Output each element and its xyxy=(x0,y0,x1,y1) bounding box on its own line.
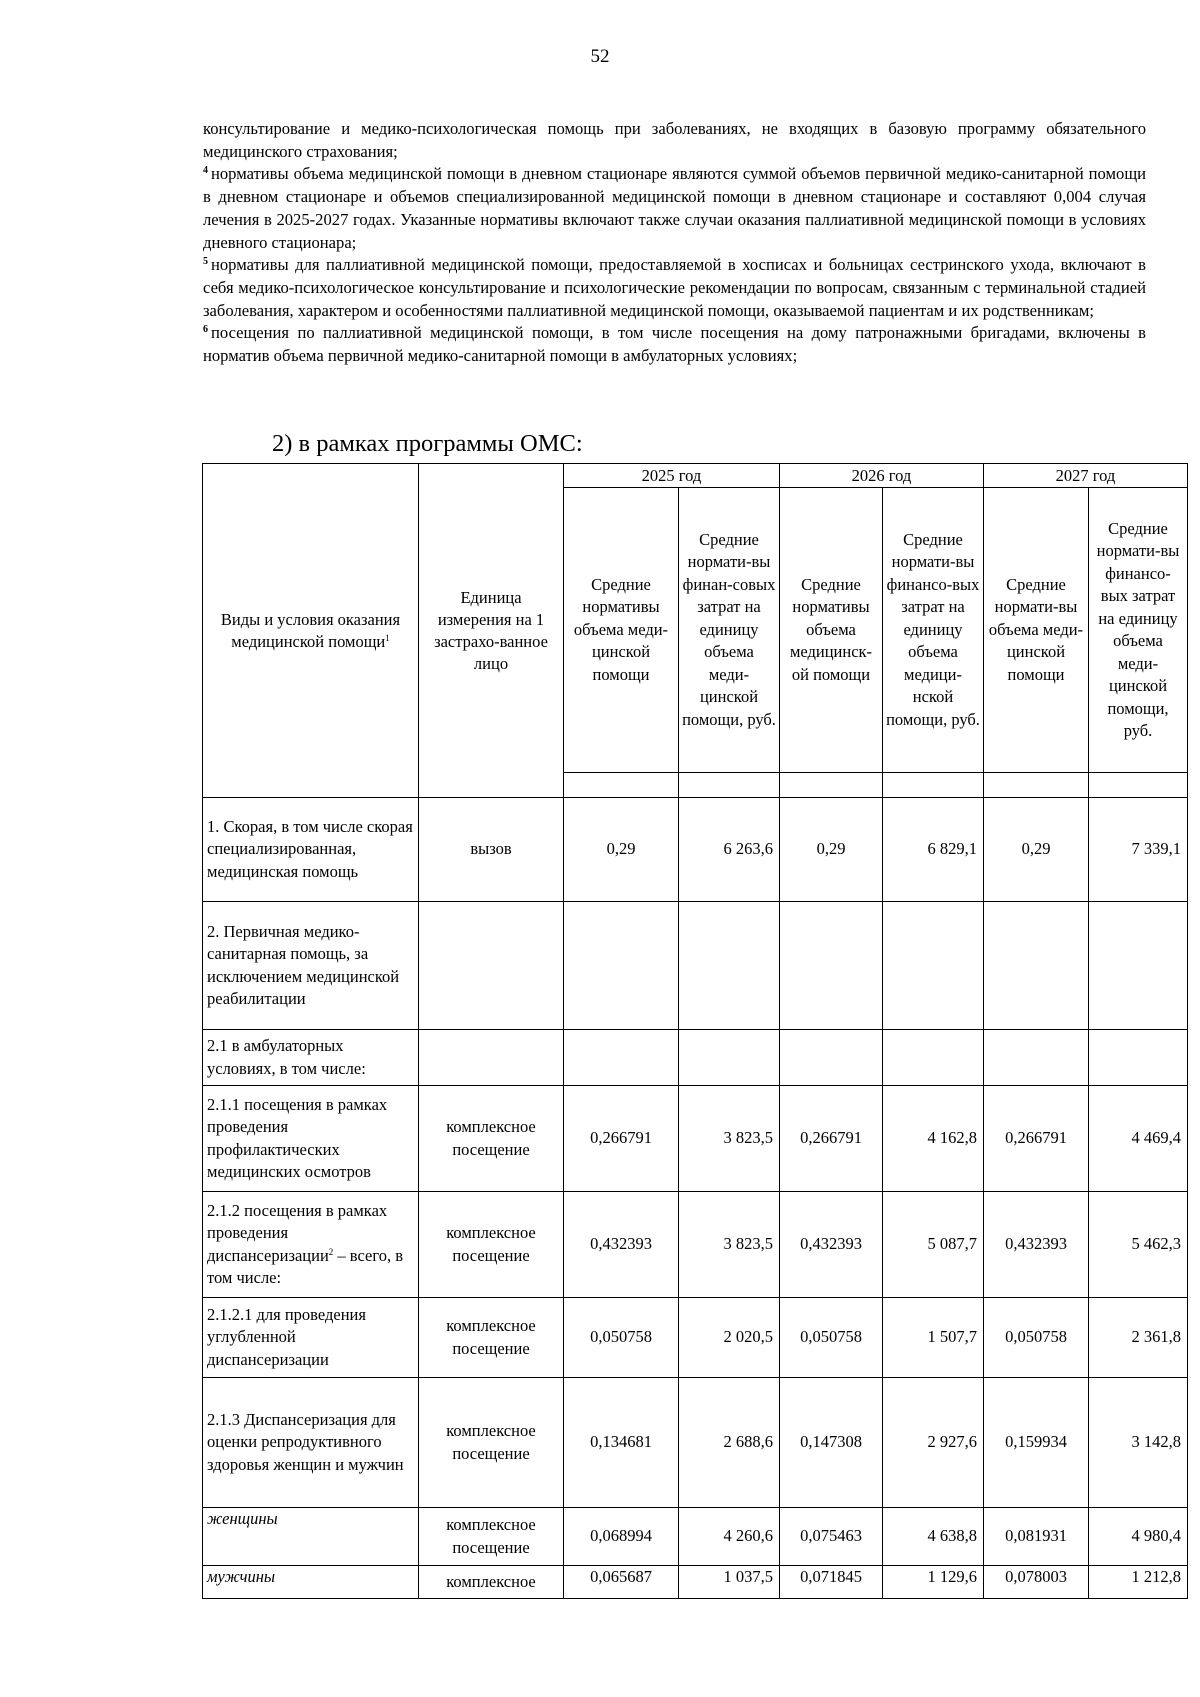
row-finance-2025: 2 020,5 xyxy=(679,1298,780,1378)
row-finance-2027: 4 980,4 xyxy=(1089,1508,1188,1566)
row-unit xyxy=(419,1030,564,1086)
header-kind-of-care: Виды и условия оказания медицинской помощи$^1$ xyxy=(203,464,419,798)
row-finance-2027 xyxy=(1089,1030,1188,1086)
row-finance-2027: 4 469,4 xyxy=(1089,1086,1188,1192)
row-volume-2027: 0,159934 xyxy=(984,1378,1089,1508)
row-label: 2.1 в амбулаторных условиях, в том числе: xyxy=(203,1030,419,1086)
header-finance-2025: Средние нормати-вы финан-совых затрат на единицу объема меди-цинской помощи, руб. xyxy=(679,488,780,773)
row-finance-2026: 2 927,6 xyxy=(883,1378,984,1508)
row-finance-2027: 5 462,3 xyxy=(1089,1192,1188,1298)
table-header-years xyxy=(203,464,1188,488)
row-volume-2027: 0,29 xyxy=(984,798,1089,902)
table-row xyxy=(203,1378,1188,1508)
row-volume-2027 xyxy=(984,1030,1089,1086)
row-finance-2025: 3 823,5 xyxy=(679,1192,780,1298)
table-row xyxy=(203,1192,1188,1298)
row-finance-2026: 1 129,6 xyxy=(883,1566,984,1599)
footnotes-block xyxy=(203,118,1146,368)
row-label: 2.1.3 Диспансеризация для оценки репродуктивного здоровья женщин и мужчин xyxy=(203,1378,419,1508)
row-finance-2025: 6 263,6 xyxy=(679,798,780,902)
row-finance-2026: 1 507,7 xyxy=(883,1298,984,1378)
row-volume-2025 xyxy=(564,1030,679,1086)
table-row xyxy=(203,1030,1188,1086)
row-volume-2025: 0,050758 xyxy=(564,1298,679,1378)
row-finance-2026: 5 087,7 xyxy=(883,1192,984,1298)
row-finance-2027: 2 361,8 xyxy=(1089,1298,1188,1378)
row-unit: комплексное посещение xyxy=(419,1508,564,1566)
header-finance-2027: Средние нормати-вы финансо-вых затрат на единицу объема меди-цинской помощи, руб. xyxy=(1089,488,1188,773)
row-label: 2.1.2 посещения в рамках проведения диспансеризации$^2$ – всего, в том числе: xyxy=(203,1192,419,1298)
row-finance-2025: 1 037,5 xyxy=(679,1566,780,1599)
header-finance-2026: Средние нормати-вы финансо-вых затрат на единицу объема медици-нской помощи, руб. xyxy=(883,488,984,773)
table-row xyxy=(203,798,1188,902)
header-unit: Единица измерения на 1 застрахо-ванное лицо xyxy=(419,464,564,798)
row-volume-2027: 0,081931 xyxy=(984,1508,1089,1566)
row-finance-2025: 4 260,6 xyxy=(679,1508,780,1566)
row-volume-2026: 0,050758 xyxy=(780,1298,883,1378)
row-finance-2026 xyxy=(883,902,984,1030)
row-finance-2025 xyxy=(679,1030,780,1086)
row-finance-2025: 3 823,5 xyxy=(679,1086,780,1192)
table-row xyxy=(203,1508,1188,1566)
row-volume-2027: 0,266791 xyxy=(984,1086,1089,1192)
row-label: женщины xyxy=(203,1508,419,1566)
row-volume-2025: 0,29 xyxy=(564,798,679,902)
page-number: 52 xyxy=(590,46,610,67)
row-volume-2026: 0,071845 xyxy=(780,1566,883,1599)
row-label: 2.1.2.1 для проведения углубленной диспансеризации xyxy=(203,1298,419,1378)
header-kind-footnote-mark: 1 xyxy=(385,632,390,643)
table-row xyxy=(203,1566,1188,1599)
footnote-3-tail: консультирование и медико-психологическая помощь при заболеваниях, не входящих в базовую программу обязательного медицинского страхования; xyxy=(203,119,1146,161)
footnote-5 xyxy=(203,254,1146,322)
row-volume-2025: 0,266791 xyxy=(564,1086,679,1192)
row-volume-2026: 0,29 xyxy=(780,798,883,902)
row-finance-2027: 3 142,8 xyxy=(1089,1378,1188,1508)
footnote-6-mark: 6 xyxy=(203,324,208,336)
row-volume-2026: 0,432393 xyxy=(780,1192,883,1298)
oms-norms-table xyxy=(202,463,1188,1599)
table-row xyxy=(203,1086,1188,1192)
row-finance-2027: 1 212,8 xyxy=(1089,1566,1188,1599)
header-volume-2025: Средние нормативы объема меди-цинской помощи xyxy=(564,488,679,773)
row-finance-2026: 4 162,8 xyxy=(883,1086,984,1192)
row-unit xyxy=(419,902,564,1030)
row-volume-2025: 0,432393 xyxy=(564,1192,679,1298)
row-volume-2027 xyxy=(984,902,1089,1030)
row-volume-2027: 0,432393 xyxy=(984,1192,1089,1298)
row-unit: комплексное посещение xyxy=(419,1192,564,1298)
footnote-4 xyxy=(203,163,1146,254)
row-volume-2027: 0,050758 xyxy=(984,1298,1089,1378)
header-year-2027: 2027 год xyxy=(984,464,1188,488)
footnote-6-text: посещения по паллиативной медицинской помощи, в том числе посещения на дому патронажными бригадами, включены в норматив объема первичной медико-санитарной помощи в амбулаторных условиях; xyxy=(203,323,1146,366)
footnote-4-mark: 4 xyxy=(203,165,208,177)
header-volume-2027: Средние нормати-вы объема меди-цинской помощи xyxy=(984,488,1089,773)
row-footnote-mark: 2 xyxy=(328,1246,334,1257)
row-volume-2026: 0,266791 xyxy=(780,1086,883,1192)
row-volume-2026 xyxy=(780,902,883,1030)
row-volume-2025 xyxy=(564,902,679,1030)
row-unit: комплексное посещение xyxy=(419,1378,564,1508)
row-label: 1. Скорая, в том числе скорая специализированная, медицинская помощь xyxy=(203,798,419,902)
row-finance-2026: 4 638,8 xyxy=(883,1508,984,1566)
row-volume-2025: 0,134681 xyxy=(564,1378,679,1508)
table-row xyxy=(203,902,1188,1030)
row-finance-2027: 7 339,1 xyxy=(1089,798,1188,902)
row-volume-2025: 0,065687 xyxy=(564,1566,679,1599)
row-finance-2027 xyxy=(1089,902,1188,1030)
table-row xyxy=(203,1298,1188,1378)
row-unit: комплексное посещение xyxy=(419,1298,564,1378)
row-unit: комплексное xyxy=(419,1566,564,1599)
row-unit: вызов xyxy=(419,798,564,902)
row-finance-2026 xyxy=(883,1030,984,1086)
row-finance-2025 xyxy=(679,902,780,1030)
row-volume-2026: 0,147308 xyxy=(780,1378,883,1508)
header-year-2026: 2026 год xyxy=(780,464,984,488)
row-finance-2026: 6 829,1 xyxy=(883,798,984,902)
row-label: 2. Первичная медико-санитарная помощь, за исключением медицинской реабилитации xyxy=(203,902,419,1030)
row-finance-2025: 2 688,6 xyxy=(679,1378,780,1508)
row-unit: комплексное посещение xyxy=(419,1086,564,1192)
footnote-4-text: нормативы объема медицинской помощи в дневном стационаре являются суммой объемов первичной медико-санитарной помощи в дневном стационаре и объемов специализированной медицинской помощи в дневном стационаре и составляют 0,004 случая лечения в 2025-2027 годах. Указанные нормативы включают также случаи оказания паллиативной медицинской помощи в условиях дневного стационара; xyxy=(203,164,1146,252)
footnote-5-text: нормативы для паллиативной медицинской помощи, предоставляемой в хосписах и больницах сестринского ухода, включают в себя медико-психологическое консультирование и психологические рекомендации по вопросам, связанным с терминальной стадией заболевания, характером и особенностями паллиативной медицинской помощи, оказываемой пациентам и их родственникам; xyxy=(203,255,1146,320)
row-volume-2025: 0,068994 xyxy=(564,1508,679,1566)
footnote-6 xyxy=(203,322,1146,367)
footnote-5-mark: 5 xyxy=(203,256,208,268)
header-year-2025: 2025 год xyxy=(564,464,780,488)
row-volume-2026 xyxy=(780,1030,883,1086)
section-heading: 2) в рамках программы ОМС: xyxy=(272,430,583,457)
row-label: 2.1.1 посещения в рамках проведения профилактических медицинских осмотров xyxy=(203,1086,419,1192)
header-volume-2026: Средние нормативы объема медицинск-ой помощи xyxy=(780,488,883,773)
row-volume-2026: 0,075463 xyxy=(780,1508,883,1566)
row-label: мужчины xyxy=(203,1566,419,1599)
row-volume-2027: 0,078003 xyxy=(984,1566,1089,1599)
